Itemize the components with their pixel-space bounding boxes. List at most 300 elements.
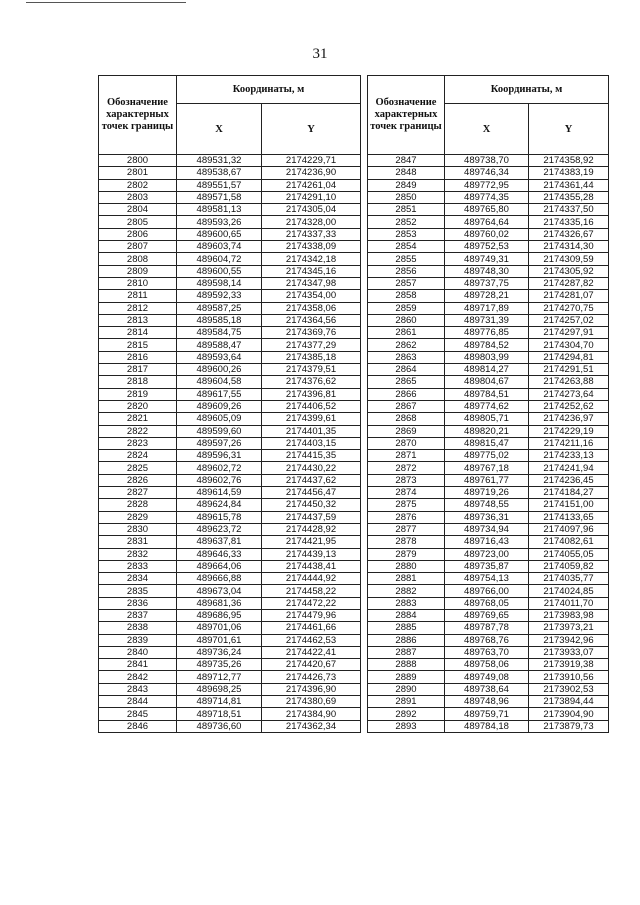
table-row bbox=[99, 216, 361, 228]
table-row bbox=[99, 277, 361, 289]
y-coordinate: 2174035,77 bbox=[529, 573, 609, 585]
point-id: 2804 bbox=[99, 204, 177, 216]
table-row bbox=[99, 327, 361, 339]
point-id: 2837 bbox=[99, 609, 177, 621]
table-row bbox=[99, 597, 361, 609]
table-row bbox=[99, 167, 361, 179]
x-coordinate: 489748,30 bbox=[445, 265, 529, 277]
table-row bbox=[368, 450, 609, 462]
y-coordinate: 2174345,16 bbox=[262, 265, 361, 277]
x-coordinate: 489760,02 bbox=[445, 228, 529, 240]
point-id: 2810 bbox=[99, 277, 177, 289]
x-coordinate: 489820,21 bbox=[445, 425, 529, 437]
x-coordinate: 489712,77 bbox=[177, 671, 262, 683]
y-coordinate: 2174383,19 bbox=[529, 167, 609, 179]
table-row bbox=[368, 265, 609, 277]
y-coordinate: 2174461,66 bbox=[262, 622, 361, 634]
table-row bbox=[99, 400, 361, 412]
y-coordinate: 2174422,41 bbox=[262, 646, 361, 658]
x-coordinate: 489623,72 bbox=[177, 523, 262, 535]
y-coordinate: 2174342,18 bbox=[262, 253, 361, 265]
point-id: 2805 bbox=[99, 216, 177, 228]
y-coordinate: 2174236,45 bbox=[529, 474, 609, 486]
table-row bbox=[368, 413, 609, 425]
table-row bbox=[99, 413, 361, 425]
point-id: 2881 bbox=[368, 573, 445, 585]
x-coordinate: 489731,39 bbox=[445, 314, 529, 326]
point-id: 2880 bbox=[368, 560, 445, 572]
point-id: 2851 bbox=[368, 204, 445, 216]
table-row bbox=[99, 253, 361, 265]
point-id: 2829 bbox=[99, 511, 177, 523]
table-row bbox=[99, 450, 361, 462]
x-coordinate: 489736,60 bbox=[177, 720, 262, 732]
table-row bbox=[368, 585, 609, 597]
y-coordinate: 2173942,96 bbox=[529, 634, 609, 646]
point-id: 2883 bbox=[368, 597, 445, 609]
y-coordinate: 2174406,52 bbox=[262, 400, 361, 412]
x-coordinate: 489593,26 bbox=[177, 216, 262, 228]
table-row bbox=[368, 216, 609, 228]
point-id: 2887 bbox=[368, 646, 445, 658]
point-id: 2892 bbox=[368, 708, 445, 720]
x-header: X bbox=[177, 104, 262, 155]
y-coordinate: 2174236,97 bbox=[529, 413, 609, 425]
y-coordinate: 2174151,00 bbox=[529, 499, 609, 511]
coordinates-table-right bbox=[367, 75, 609, 733]
point-designation-header: Обозначение характерных точек границы bbox=[368, 76, 445, 155]
y-coordinate: 2174305,92 bbox=[529, 265, 609, 277]
table-row bbox=[368, 314, 609, 326]
x-coordinate: 489719,26 bbox=[445, 487, 529, 499]
point-id: 2809 bbox=[99, 265, 177, 277]
point-id: 2836 bbox=[99, 597, 177, 609]
y-coordinate: 2174281,07 bbox=[529, 290, 609, 302]
y-coordinate: 2174211,16 bbox=[529, 437, 609, 449]
x-coordinate: 489600,65 bbox=[177, 228, 262, 240]
table-row bbox=[99, 560, 361, 572]
x-coordinate: 489581,13 bbox=[177, 204, 262, 216]
x-coordinate: 489614,59 bbox=[177, 487, 262, 499]
point-id: 2856 bbox=[368, 265, 445, 277]
x-coordinate: 489718,51 bbox=[177, 708, 262, 720]
table-row bbox=[99, 351, 361, 363]
x-coordinate: 489814,27 bbox=[445, 364, 529, 376]
point-id: 2855 bbox=[368, 253, 445, 265]
x-coordinate: 489769,65 bbox=[445, 609, 529, 621]
y-coordinate: 2174472,22 bbox=[262, 597, 361, 609]
y-coordinate: 2174011,70 bbox=[529, 597, 609, 609]
x-coordinate: 489748,96 bbox=[445, 696, 529, 708]
point-id: 2833 bbox=[99, 560, 177, 572]
x-coordinate: 489593,64 bbox=[177, 351, 262, 363]
table-row bbox=[99, 720, 361, 732]
x-coordinate: 489738,64 bbox=[445, 683, 529, 695]
x-coordinate: 489736,31 bbox=[445, 511, 529, 523]
point-id: 2846 bbox=[99, 720, 177, 732]
x-coordinate: 489600,26 bbox=[177, 364, 262, 376]
point-id: 2831 bbox=[99, 536, 177, 548]
y-coordinate: 2174358,92 bbox=[529, 155, 609, 167]
y-coordinate: 2174437,62 bbox=[262, 474, 361, 486]
table-row bbox=[99, 425, 361, 437]
y-coordinate: 2174403,15 bbox=[262, 437, 361, 449]
point-id: 2822 bbox=[99, 425, 177, 437]
y-coordinate: 2174252,62 bbox=[529, 400, 609, 412]
point-id: 2803 bbox=[99, 191, 177, 203]
x-coordinate: 489735,87 bbox=[445, 560, 529, 572]
top-rule bbox=[26, 2, 186, 3]
table-row bbox=[368, 302, 609, 314]
x-coordinate: 489596,31 bbox=[177, 450, 262, 462]
point-id: 2840 bbox=[99, 646, 177, 658]
x-coordinate: 489764,64 bbox=[445, 216, 529, 228]
point-id: 2834 bbox=[99, 573, 177, 585]
x-coordinate: 489637,81 bbox=[177, 536, 262, 548]
table-row bbox=[99, 364, 361, 376]
x-coordinate: 489531,32 bbox=[177, 155, 262, 167]
y-coordinate: 2174437,59 bbox=[262, 511, 361, 523]
y-coordinate: 2174184,27 bbox=[529, 487, 609, 499]
table-row bbox=[99, 155, 361, 167]
y-coordinate: 2174297,91 bbox=[529, 327, 609, 339]
point-id: 2818 bbox=[99, 376, 177, 388]
y-coordinate: 2174358,06 bbox=[262, 302, 361, 314]
y-coordinate: 2174273,64 bbox=[529, 388, 609, 400]
table-row bbox=[99, 204, 361, 216]
point-id: 2857 bbox=[368, 277, 445, 289]
y-coordinate: 2174326,67 bbox=[529, 228, 609, 240]
point-id: 2830 bbox=[99, 523, 177, 535]
y-coordinate: 2174314,30 bbox=[529, 241, 609, 253]
point-id: 2866 bbox=[368, 388, 445, 400]
x-coordinate: 489609,26 bbox=[177, 400, 262, 412]
x-coordinate: 489815,47 bbox=[445, 437, 529, 449]
x-coordinate: 489774,62 bbox=[445, 400, 529, 412]
y-coordinate: 2174355,28 bbox=[529, 191, 609, 203]
y-coordinate: 2174236,90 bbox=[262, 167, 361, 179]
y-coordinate: 2174133,65 bbox=[529, 511, 609, 523]
table-row bbox=[99, 585, 361, 597]
table-row bbox=[99, 314, 361, 326]
point-id: 2812 bbox=[99, 302, 177, 314]
point-id: 2875 bbox=[368, 499, 445, 511]
x-coordinate: 489749,31 bbox=[445, 253, 529, 265]
x-coordinate: 489784,18 bbox=[445, 720, 529, 732]
point-id: 2808 bbox=[99, 253, 177, 265]
x-coordinate: 489774,35 bbox=[445, 191, 529, 203]
coordinates-header: Координаты, м bbox=[445, 76, 609, 104]
y-coordinate: 2174401,35 bbox=[262, 425, 361, 437]
point-id: 2813 bbox=[99, 314, 177, 326]
table-row bbox=[99, 646, 361, 658]
y-coordinate: 2174347,98 bbox=[262, 277, 361, 289]
y-coordinate: 2174309,59 bbox=[529, 253, 609, 265]
point-id: 2863 bbox=[368, 351, 445, 363]
y-coordinate: 2174426,73 bbox=[262, 671, 361, 683]
y-coordinate: 2174337,33 bbox=[262, 228, 361, 240]
x-coordinate: 489584,75 bbox=[177, 327, 262, 339]
x-coordinate: 489588,47 bbox=[177, 339, 262, 351]
table-row bbox=[368, 167, 609, 179]
point-id: 2814 bbox=[99, 327, 177, 339]
x-coordinate: 489585,18 bbox=[177, 314, 262, 326]
table-row bbox=[99, 523, 361, 535]
y-coordinate: 2173973,21 bbox=[529, 622, 609, 634]
table-row bbox=[99, 265, 361, 277]
point-id: 2800 bbox=[99, 155, 177, 167]
point-id: 2865 bbox=[368, 376, 445, 388]
table-row bbox=[99, 241, 361, 253]
y-coordinate: 2174338,09 bbox=[262, 241, 361, 253]
y-coordinate: 2174444,92 bbox=[262, 573, 361, 585]
y-coordinate: 2174421,95 bbox=[262, 536, 361, 548]
y-coordinate: 2174229,71 bbox=[262, 155, 361, 167]
point-id: 2882 bbox=[368, 585, 445, 597]
y-coordinate: 2173902,53 bbox=[529, 683, 609, 695]
table-row bbox=[368, 241, 609, 253]
point-id: 2835 bbox=[99, 585, 177, 597]
table-row bbox=[99, 388, 361, 400]
point-id: 2852 bbox=[368, 216, 445, 228]
y-coordinate: 2173919,38 bbox=[529, 659, 609, 671]
y-coordinate: 2174361,44 bbox=[529, 179, 609, 191]
point-designation-header: Обозначение характерных точек границы bbox=[99, 76, 177, 155]
point-id: 2842 bbox=[99, 671, 177, 683]
y-coordinate: 2174328,00 bbox=[262, 216, 361, 228]
table-row bbox=[99, 487, 361, 499]
y-coordinate: 2174396,90 bbox=[262, 683, 361, 695]
y-coordinate: 2174229,19 bbox=[529, 425, 609, 437]
table-row bbox=[368, 277, 609, 289]
x-coordinate: 489749,08 bbox=[445, 671, 529, 683]
x-coordinate: 489737,75 bbox=[445, 277, 529, 289]
x-coordinate: 489759,71 bbox=[445, 708, 529, 720]
x-coordinate: 489768,76 bbox=[445, 634, 529, 646]
table-row bbox=[368, 388, 609, 400]
table-row bbox=[368, 400, 609, 412]
x-coordinate: 489805,71 bbox=[445, 413, 529, 425]
table-row bbox=[368, 720, 609, 732]
y-coordinate: 2174380,69 bbox=[262, 696, 361, 708]
point-id: 2806 bbox=[99, 228, 177, 240]
y-coordinate: 2173933,07 bbox=[529, 646, 609, 658]
point-id: 2815 bbox=[99, 339, 177, 351]
point-id: 2858 bbox=[368, 290, 445, 302]
table-body-left bbox=[99, 155, 361, 733]
x-coordinate: 489803,99 bbox=[445, 351, 529, 363]
table-row bbox=[368, 155, 609, 167]
table-row bbox=[368, 327, 609, 339]
point-id: 2845 bbox=[99, 708, 177, 720]
x-coordinate: 489598,14 bbox=[177, 277, 262, 289]
point-id: 2874 bbox=[368, 487, 445, 499]
y-coordinate: 2174450,32 bbox=[262, 499, 361, 511]
x-coordinate: 489538,67 bbox=[177, 167, 262, 179]
y-coordinate: 2174438,41 bbox=[262, 560, 361, 572]
table-row bbox=[368, 364, 609, 376]
point-id: 2859 bbox=[368, 302, 445, 314]
x-coordinate: 489717,89 bbox=[445, 302, 529, 314]
y-coordinate: 2174233,13 bbox=[529, 450, 609, 462]
x-coordinate: 489666,88 bbox=[177, 573, 262, 585]
point-id: 2864 bbox=[368, 364, 445, 376]
x-coordinate: 489592,33 bbox=[177, 290, 262, 302]
x-coordinate: 489615,78 bbox=[177, 511, 262, 523]
x-coordinate: 489776,85 bbox=[445, 327, 529, 339]
y-header: Y bbox=[262, 104, 361, 155]
x-coordinate: 489775,02 bbox=[445, 450, 529, 462]
x-coordinate: 489754,13 bbox=[445, 573, 529, 585]
x-header: X bbox=[445, 104, 529, 155]
y-coordinate: 2174082,61 bbox=[529, 536, 609, 548]
x-coordinate: 489763,70 bbox=[445, 646, 529, 658]
y-coordinate: 2174287,82 bbox=[529, 277, 609, 289]
point-id: 2889 bbox=[368, 671, 445, 683]
y-coordinate: 2173894,44 bbox=[529, 696, 609, 708]
y-coordinate: 2174337,50 bbox=[529, 204, 609, 216]
point-id: 2838 bbox=[99, 622, 177, 634]
table-row bbox=[368, 597, 609, 609]
table-row bbox=[368, 634, 609, 646]
coordinates-table-left bbox=[98, 75, 361, 733]
point-id: 2824 bbox=[99, 450, 177, 462]
y-coordinate: 2174354,00 bbox=[262, 290, 361, 302]
table-row bbox=[368, 573, 609, 585]
table-row bbox=[368, 204, 609, 216]
x-coordinate: 489728,21 bbox=[445, 290, 529, 302]
y-coordinate: 2174304,70 bbox=[529, 339, 609, 351]
point-id: 2832 bbox=[99, 548, 177, 560]
x-coordinate: 489664,06 bbox=[177, 560, 262, 572]
x-coordinate: 489746,34 bbox=[445, 167, 529, 179]
table-row bbox=[368, 437, 609, 449]
table-row bbox=[368, 351, 609, 363]
point-id: 2823 bbox=[99, 437, 177, 449]
table-row bbox=[368, 253, 609, 265]
table-row bbox=[99, 659, 361, 671]
point-id: 2841 bbox=[99, 659, 177, 671]
point-id: 2873 bbox=[368, 474, 445, 486]
x-coordinate: 489784,51 bbox=[445, 388, 529, 400]
x-coordinate: 489723,00 bbox=[445, 548, 529, 560]
table-row bbox=[368, 671, 609, 683]
point-id: 2811 bbox=[99, 290, 177, 302]
point-id: 2878 bbox=[368, 536, 445, 548]
point-id: 2820 bbox=[99, 400, 177, 412]
x-coordinate: 489646,33 bbox=[177, 548, 262, 560]
y-coordinate: 2174458,22 bbox=[262, 585, 361, 597]
table-row bbox=[368, 548, 609, 560]
table-row bbox=[368, 523, 609, 535]
point-id: 2828 bbox=[99, 499, 177, 511]
x-coordinate: 489758,06 bbox=[445, 659, 529, 671]
x-coordinate: 489605,09 bbox=[177, 413, 262, 425]
y-coordinate: 2173910,56 bbox=[529, 671, 609, 683]
y-coordinate: 2174479,96 bbox=[262, 609, 361, 621]
point-id: 2853 bbox=[368, 228, 445, 240]
y-coordinate: 2174399,61 bbox=[262, 413, 361, 425]
table-row bbox=[368, 560, 609, 572]
point-id: 2826 bbox=[99, 474, 177, 486]
point-id: 2890 bbox=[368, 683, 445, 695]
x-coordinate: 489701,61 bbox=[177, 634, 262, 646]
x-coordinate: 489600,55 bbox=[177, 265, 262, 277]
y-coordinate: 2174241,94 bbox=[529, 462, 609, 474]
table-row bbox=[368, 339, 609, 351]
y-header: Y bbox=[529, 104, 609, 155]
x-coordinate: 489603,74 bbox=[177, 241, 262, 253]
y-coordinate: 2174261,04 bbox=[262, 179, 361, 191]
point-id: 2877 bbox=[368, 523, 445, 535]
page-number: 31 bbox=[312, 46, 328, 62]
x-coordinate: 489701,06 bbox=[177, 622, 262, 634]
table-row bbox=[368, 646, 609, 658]
point-id: 2885 bbox=[368, 622, 445, 634]
x-coordinate: 489714,81 bbox=[177, 696, 262, 708]
y-coordinate: 2174291,51 bbox=[529, 364, 609, 376]
x-coordinate: 489716,43 bbox=[445, 536, 529, 548]
point-id: 2870 bbox=[368, 437, 445, 449]
point-id: 2862 bbox=[368, 339, 445, 351]
y-coordinate: 2174430,22 bbox=[262, 462, 361, 474]
x-coordinate: 489734,94 bbox=[445, 523, 529, 535]
point-id: 2876 bbox=[368, 511, 445, 523]
x-coordinate: 489748,55 bbox=[445, 499, 529, 511]
y-coordinate: 2174462,53 bbox=[262, 634, 361, 646]
point-id: 2821 bbox=[99, 413, 177, 425]
x-coordinate: 489617,55 bbox=[177, 388, 262, 400]
point-id: 2802 bbox=[99, 179, 177, 191]
table-row bbox=[368, 191, 609, 203]
x-coordinate: 489768,05 bbox=[445, 597, 529, 609]
y-coordinate: 2174335,16 bbox=[529, 216, 609, 228]
point-id: 2816 bbox=[99, 351, 177, 363]
table-row bbox=[368, 487, 609, 499]
table-row bbox=[99, 339, 361, 351]
table-row bbox=[368, 425, 609, 437]
table-row bbox=[99, 634, 361, 646]
point-id: 2849 bbox=[368, 179, 445, 191]
y-coordinate: 2174385,18 bbox=[262, 351, 361, 363]
table-row bbox=[99, 302, 361, 314]
point-id: 2868 bbox=[368, 413, 445, 425]
table-row bbox=[99, 622, 361, 634]
y-coordinate: 2173904,90 bbox=[529, 708, 609, 720]
table-row bbox=[368, 474, 609, 486]
y-coordinate: 2174456,47 bbox=[262, 487, 361, 499]
x-coordinate: 489787,78 bbox=[445, 622, 529, 634]
point-id: 2807 bbox=[99, 241, 177, 253]
table-row bbox=[99, 179, 361, 191]
y-coordinate: 2174257,02 bbox=[529, 314, 609, 326]
point-id: 2848 bbox=[368, 167, 445, 179]
y-coordinate: 2174369,76 bbox=[262, 327, 361, 339]
table-row bbox=[368, 708, 609, 720]
point-id: 2886 bbox=[368, 634, 445, 646]
point-id: 2819 bbox=[99, 388, 177, 400]
table-row bbox=[99, 696, 361, 708]
y-coordinate: 2174364,56 bbox=[262, 314, 361, 326]
x-coordinate: 489767,18 bbox=[445, 462, 529, 474]
point-id: 2871 bbox=[368, 450, 445, 462]
point-id: 2817 bbox=[99, 364, 177, 376]
table-row bbox=[368, 511, 609, 523]
table-row bbox=[368, 376, 609, 388]
y-coordinate: 2174420,67 bbox=[262, 659, 361, 671]
x-coordinate: 489766,00 bbox=[445, 585, 529, 597]
table-row bbox=[99, 290, 361, 302]
